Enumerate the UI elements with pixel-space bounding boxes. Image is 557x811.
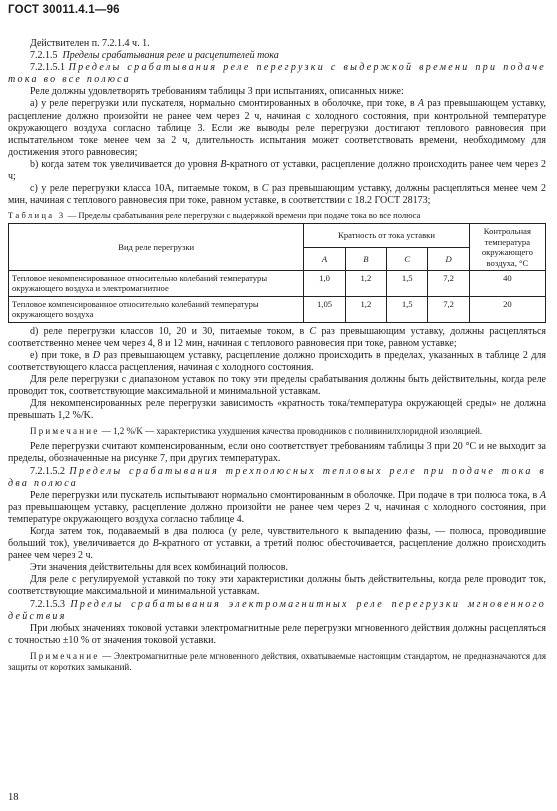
column-header: Кратность от тока уставки bbox=[304, 224, 469, 247]
paragraph: Реле перегрузки или пускатель испытывают нормально смонтированным в оболочке. При подаче в три полюса тока, в А раз превышающем уставку, расцепление должно произойти не ранее чем через 2 ч, начиная с холодного состояния, при температуре окружающего воздуха согласно таблице 4. bbox=[8, 489, 546, 525]
column-header: Вид реле перегрузки bbox=[9, 224, 304, 271]
table-cell: 1,5 bbox=[387, 270, 428, 296]
table-cell: 1,2 bbox=[345, 270, 386, 296]
paragraph: Для некомпенсированных реле перегрузки зависимость «кратность тока/температура окружающей среды» не должна превышать 1,2 %/K. bbox=[8, 398, 546, 422]
table-cell: Тепловое некомпенсированное относительно колебаний температуры окружающего воздуха и электромагнитное bbox=[9, 270, 304, 296]
table-cell: 1,5 bbox=[387, 296, 428, 322]
paragraph: Для реле с регулируемой уставкой по току эти характеристики должны быть действительны, когда реле проводит ток, соответствующие максимальной и минимальной уставкам. bbox=[8, 574, 546, 598]
list-item: b) когда затем ток увеличивается до уровня B-кратного от уставки, расцепление должно происходить ранее чем через 2 ч; bbox=[8, 158, 546, 183]
column-header: C bbox=[387, 247, 428, 270]
list-item: с) у реле перегрузки класса 10А, питаемые током, в С раз превышающим уставку, должны расцепляться менее чем 2 мин, начиная с теплового равновесия при токе, равном уставке, в соответствии с 18.2 ГОСТ 28173; bbox=[8, 183, 546, 207]
list-item: d) реле перегрузки классов 10, 20 и 30, питаемые током, в С раз превышающим уставку, должны расцепляться соответственно менее чем через 4, 8 и 12 мин, начиная с теплового равновесия при токе, равном уставке; bbox=[8, 325, 546, 349]
table-cell: 7,2 bbox=[428, 296, 469, 322]
table-cell: Тепловое компенсированное относительно колебаний температуры окружающего воздуха bbox=[9, 296, 304, 322]
column-header: B bbox=[345, 247, 386, 270]
subsection-heading: 7.2.1.5 Пределы срабатывания реле и расцепителей тока bbox=[30, 50, 279, 62]
table-row bbox=[9, 296, 546, 322]
table-row bbox=[9, 270, 546, 296]
list-item: е) при токе, в D раз превышающем уставку, расцепление должно происходить в пределах, указанных в таблице 2 для соответствующего класса расцепления, начиная с холодного состояния. bbox=[8, 349, 546, 373]
column-header: D bbox=[428, 247, 469, 270]
subsection-heading: 7.2.1.5.2 Пределы срабатывания трехполюсных тепловых реле при подаче тока в два полюса bbox=[8, 465, 547, 489]
paragraph: Для реле перегрузки с диапазоном уставок по току эти пределы срабатывания должны быть действительны, когда реле проводит ток, соответствующие максимальной и минимальной уставкам. bbox=[8, 373, 546, 398]
table-cell: 1,0 bbox=[304, 270, 345, 296]
limits-table bbox=[8, 223, 546, 322]
column-header: A bbox=[304, 247, 345, 270]
paragraph: При любых значениях токовой уставки электромагнитные реле перегрузки мгновенного действия должны расцепляться с точностью ±10 % от значения токовой уставки. bbox=[8, 622, 546, 646]
paragraph: Действителен п. 7.2.1.4 ч. 1. bbox=[30, 38, 150, 49]
table-cell: 1,2 bbox=[345, 296, 386, 322]
note: Примечание — Электромагнитные реле мгновенного действия, охватываемые настоящим стандартом, не предназначаются для защиты от коротких замыканий. bbox=[8, 650, 546, 672]
paragraph: Эти значения действительны для всех комбинаций полюсов. bbox=[30, 562, 288, 574]
table-cell: 1,05 bbox=[304, 296, 345, 322]
column-header: Контрольная температура окружающего воздуха, °С bbox=[469, 224, 545, 271]
subsection-heading: 7.2.1.5.3 Пределы срабатывания электромагнитных реле перегрузки мгновенного действия bbox=[8, 598, 547, 622]
table-caption: Таблица 3 — Пределы срабатывания реле перегрузки с выдержкой времени при подаче тока во все полюса bbox=[8, 210, 421, 221]
paragraph: Реле должны удовлетворять требованиям таблицы 3 при испытаниях, описанных ниже: bbox=[30, 86, 404, 98]
paragraph: Когда затем ток, подаваемый в два полюса (у реле, чувствительного к выпадению фазы, — полюса, проводившие больший ток), увеличивается до B-кратного от уставки, а третий полюс обесточивается, расцепление должно происходить ранее чем через 2 ч. bbox=[8, 525, 546, 562]
note: Примечание — 1,2 %/K — характеристика ухудшения качества проводников с поливинилхлоридной изоляцией. bbox=[30, 426, 483, 437]
page-body bbox=[8, 38, 546, 673]
table-cell: 7,2 bbox=[428, 270, 469, 296]
paragraph: Реле перегрузки считают компенсированным, если оно соответствует требованиям таблицы 3 при 20 °С и не выходит за пределы, обозначенные на рисунке 7, при других температурах. bbox=[8, 441, 546, 465]
page-number: 18 bbox=[8, 792, 19, 803]
table-cell: 40 bbox=[469, 270, 545, 296]
document-header: ГОСТ 30011.4.1—96 bbox=[8, 4, 120, 16]
table-cell: 20 bbox=[469, 296, 545, 322]
list-item: а) у реле перегрузки или пускателя, нормально смонтированных в оболочке, при токе, в А раз превышающем уставку, расцепление должно произойти не ранее чем через 2 ч, начиная с холодного состояния, при контрольной температуре окружающего воздуха согласно таблице 3. Если же выводы реле перегрузки достигают теплового равновесия при испытательном токе менее чем за 2 ч, длительность испытания может соответствовать времени, необходимому для достижения этого равновесия; bbox=[8, 98, 546, 158]
table-header-row bbox=[9, 224, 546, 247]
subsection-heading: 7.2.1.5.1 Пределы срабатывания реле перегрузки с выдержкой времени при подаче тока во все полюса bbox=[8, 62, 546, 86]
